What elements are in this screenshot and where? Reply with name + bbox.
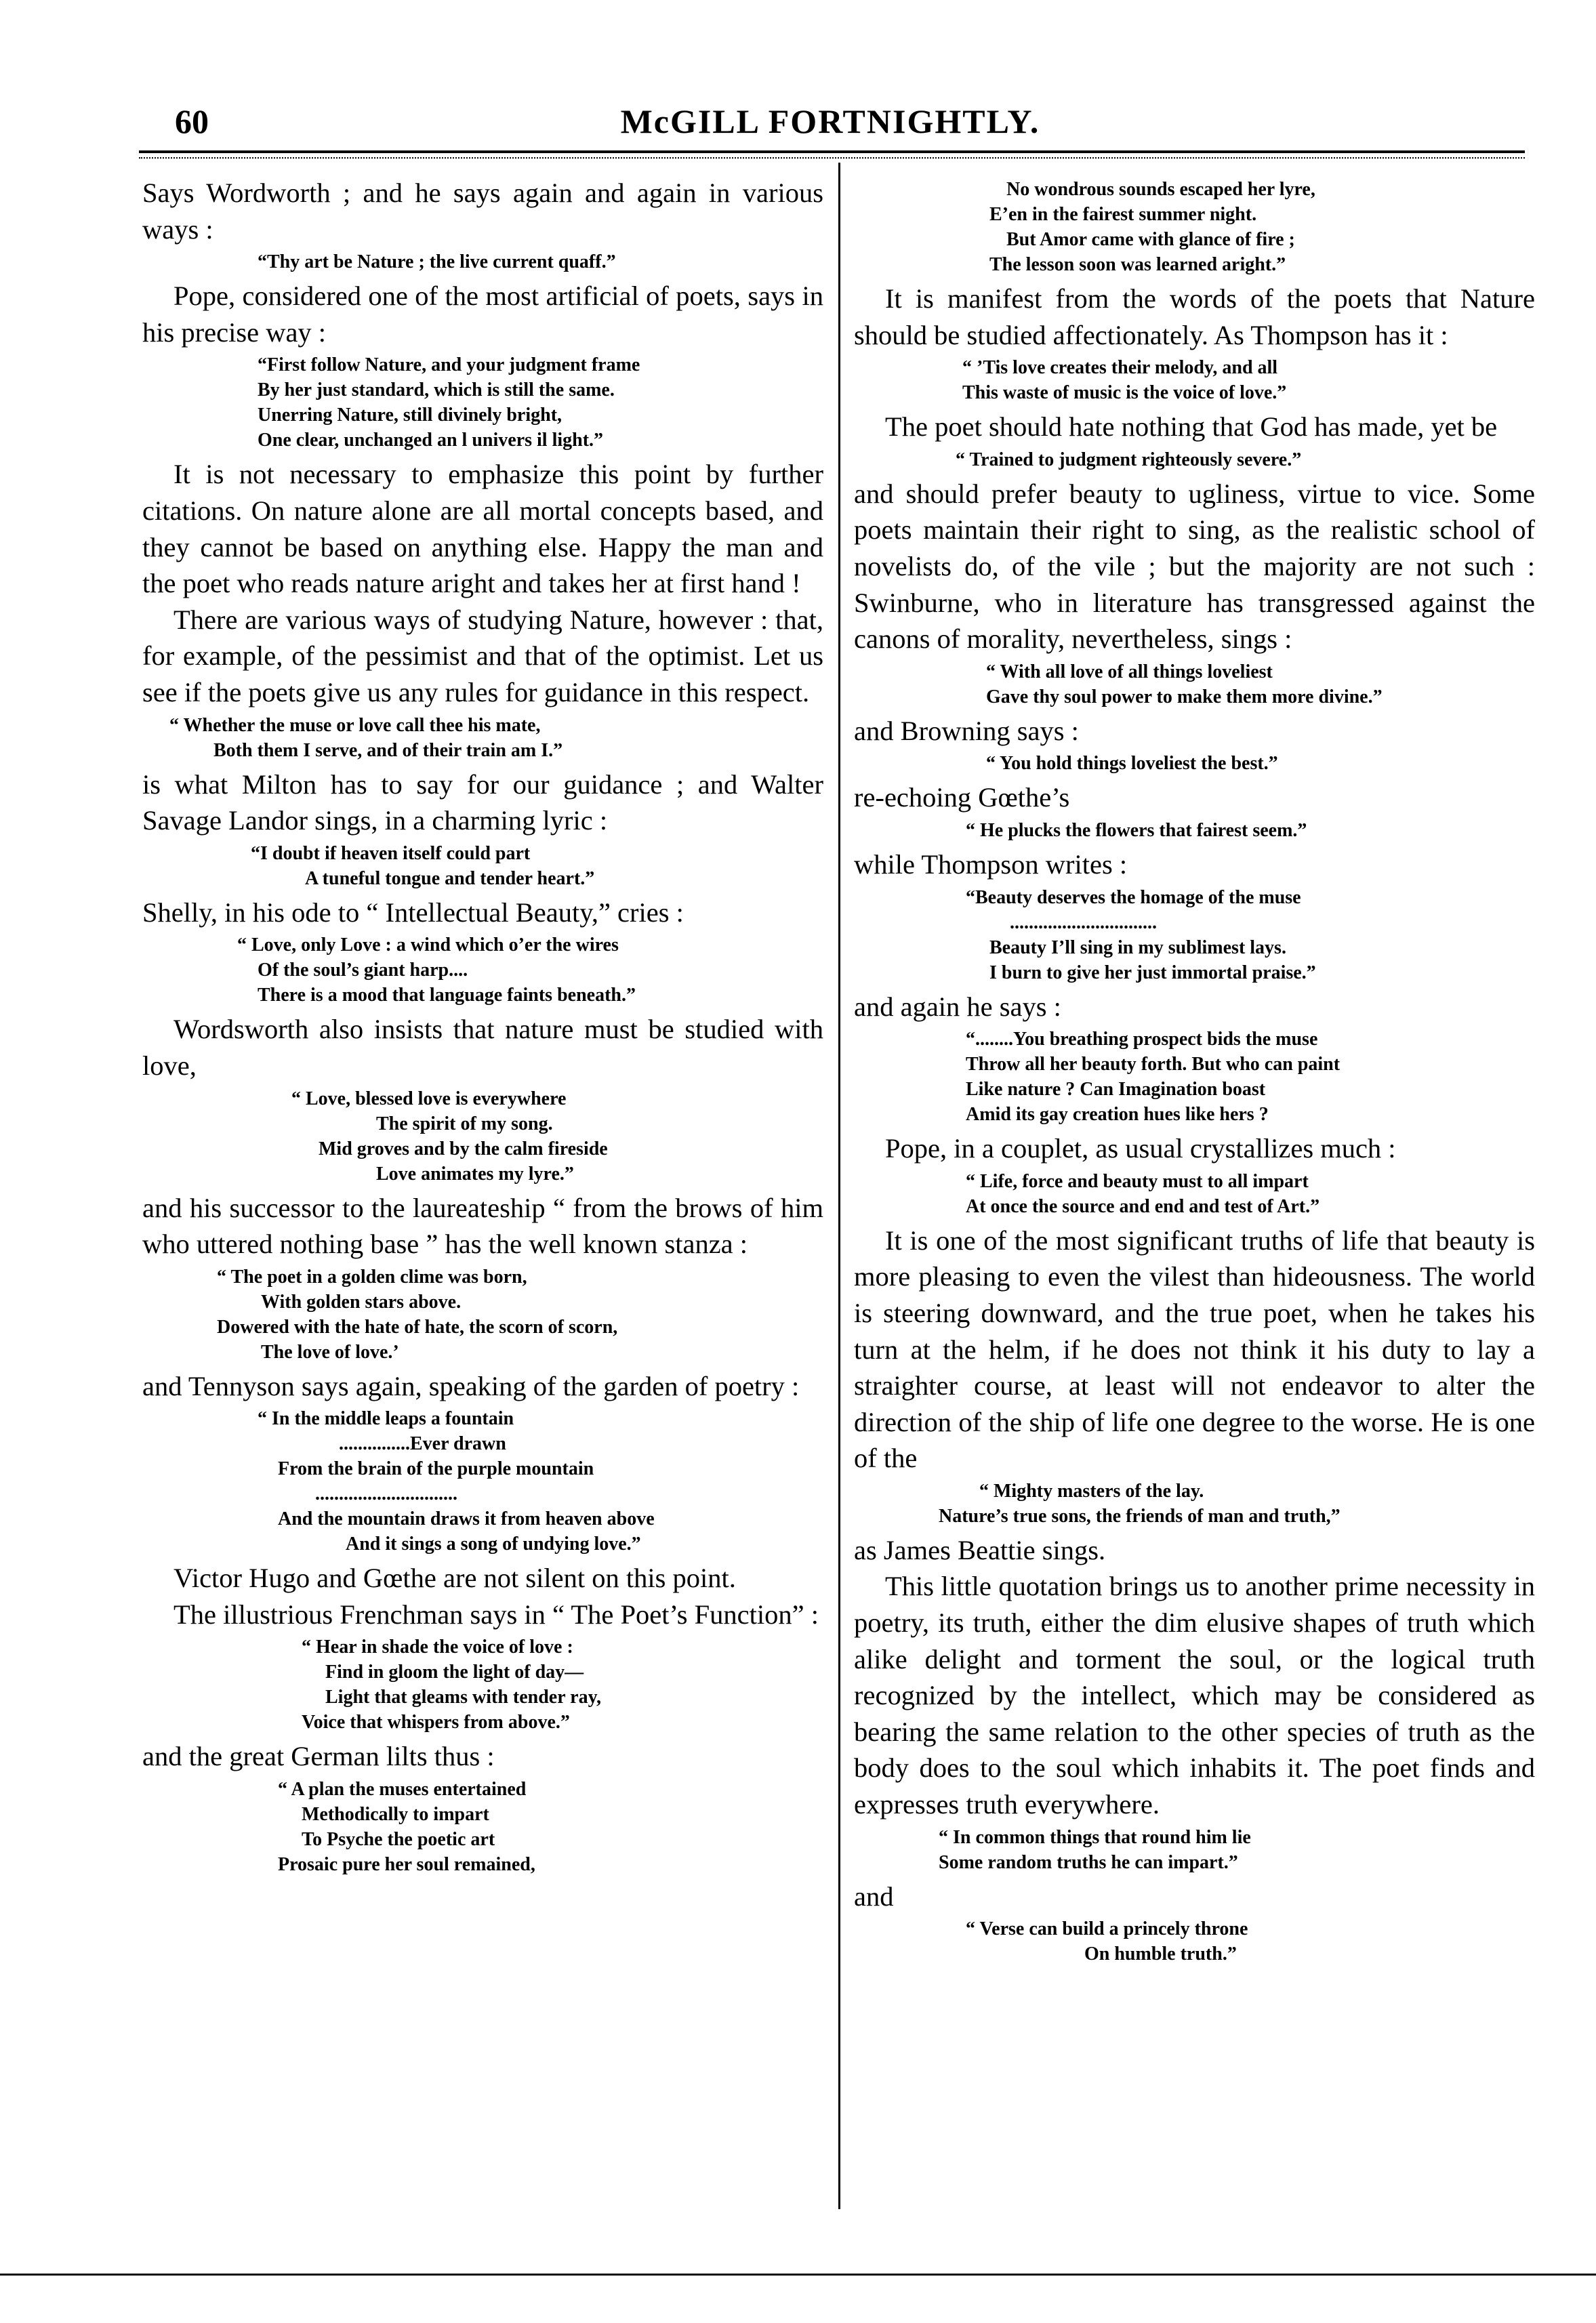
header-rule [139,150,1525,153]
paragraph: The poet should hate nothing that God has made, yet be [885,411,1498,443]
verse-line: “Beauty deserves the homage of the muse [966,886,1301,908]
verse-line: Of the soul’s giant harp.... [258,960,468,981]
verse-line: “ In the middle leaps a fountain [258,1408,514,1430]
paragraph: It is manifest from the words of the poets that Nature should be studied affectionately. As Thompson has it : [854,283,1535,350]
verse-line: Prosaic pure her soul remained, [278,1854,535,1876]
paragraph: Pope, in a couplet, as usual crystallizes much : [885,1133,1396,1164]
paragraph: This little quotation brings us to another prime necessity in poetry, its truth, either the dim elusive shapes of truth which alike delight and torment the soul, or the logical truth recognized by the intellect, which may be considered as bearing the same relation to the other species of truth as the body does to the soul which inhabits it. The poet finds and expresses truth everywhere. [854,1571,1535,1820]
verse-line: And it sings a song of undying love.” [346,1534,641,1555]
verse-line: Find in gloom the light of day— [325,1662,584,1683]
verse-line: I burn to give her just immortal praise.” [989,962,1316,983]
verse-quotation [142,249,823,274]
paragraph: re-echoing Gœthe’s [854,782,1070,813]
verse-line: “ Love, blessed love is everywhere [291,1088,567,1109]
paragraph: Wordsworth also insists that nature must be studied with love, [142,1014,823,1081]
verse-line: Dowered with the hate of hate, the scorn of scorn, [217,1316,618,1338]
paragraph: and again he says : [854,991,1061,1022]
verse-line: “ Life, force and beauty must to all impart [966,1170,1309,1192]
verse-line: .............................. [315,1483,457,1505]
paragraph: and Tennyson says again, speaking of the garden of poetry : [142,1370,800,1401]
verse-line: “ Mighty masters of the lay. [979,1480,1204,1502]
verse-line: Light that gleams with tender ray, [325,1687,602,1708]
verse-line: “ Hear in shade the voice of love : [302,1637,573,1658]
verse-quotation [854,355,1535,405]
verse-quotation [854,1825,1535,1875]
verse-line: Nature’s true sons, the friends of man and truth,” [939,1505,1341,1527]
verse-line: Beauty I’ll sing in my sublimest lays. [989,937,1286,958]
verse-quotation [142,1635,823,1735]
paragraph: and the great German lilts thus : [142,1741,495,1772]
verse-quotation [142,841,823,891]
paragraph: It is one of the most significant truths of life that beauty is more pleasing to even the vilest than hideousness. The world is steering downward, and the true poet, when he takes his turn at the helm, if he does not think it his duty to lay a straighter course, at least will not endeavor to alter the direction of the ship of life one degree to the worse. He is one of the [854,1225,1535,1474]
verse-line: Throw all her beauty forth. But who can paint [966,1054,1341,1075]
page-number: 60 [175,102,209,140]
verse-line: ...............Ever drawn [339,1433,506,1455]
verse-line: “........You breathing prospect bids the muse [966,1029,1318,1050]
verse-line: With golden stars above. [261,1291,462,1313]
verse-quotation [854,1027,1535,1127]
verse-line: Love animates my lyre.” [376,1163,574,1185]
verse-quotation [142,352,823,453]
verse-quotation [854,1916,1535,1967]
verse-line: “ You hold things loveliest the best.” [986,753,1278,775]
verse-line: From the brain of the purple mountain [278,1458,594,1480]
paragraph: and [854,1880,894,1912]
verse-line: No wondrous sounds escaped her lyre, [1006,179,1315,200]
verse-line: E’en in the fairest summer night. [989,204,1257,225]
verse-quotation [142,713,823,763]
journal-title: McGILL FORTNIGHTLY. [620,102,1040,140]
verse-line: “ Trained to judgment righteously severe.” [956,449,1302,470]
paragraph: is what Milton has to say for our guidance ; and Walter Savage Landor sings, in a charming lyric : [142,768,823,836]
verse-line: Like nature ? Can Imagination boast [966,1079,1266,1101]
verse-line: Gave thy soul power to make them more divine.” [986,686,1383,707]
verse-line: To Psyche the poetic art [302,1829,495,1851]
verse-line: “First follow Nature, and your judgment frame [258,354,640,376]
verse-line: The lesson soon was learned aright.” [989,254,1286,275]
paragraph: and should prefer beauty to ugliness, virtue to vice. Some poets maintain their right to sing, as the realistic school of novelists do, of the vile ; but the majority are not such : Swinburne, who in literature has transgressed against the canons of morality, nevertheless, sings : [854,478,1535,655]
paragraph: The illustrious Frenchman says in “ The Poet’s Function” : [173,1599,819,1630]
paragraph: while Thompson writes : [854,848,1128,880]
paragraph: and his successor to the laureateship “ from the brows of him who uttered nothing base ” has the well known stanza : [142,1192,823,1260]
verse-line: This waste of music is the voice of love.” [962,382,1287,404]
verse-line: One clear, unchanged an l univers il light.” [258,430,604,451]
right-column [854,175,1535,1970]
paragraph: Pope, considered one of the most artificial of poets, says in his precise way : [142,281,823,348]
verse-quotation [142,1086,823,1187]
verse-line: Amid its gay creation hues like hers ? [966,1104,1269,1126]
verse-line: Both them I serve, and of their train am I.” [213,739,563,761]
verse-quotation [142,1777,823,1877]
verse-quotation [854,885,1535,985]
column-divider [838,163,840,2209]
verse-quotation [854,751,1535,776]
verse-line: “ With all love of all things loveliest [986,661,1273,682]
verse-line: “ ’Tis love creates their melody, and all [962,357,1278,379]
verse-line: On humble truth.” [1084,1944,1237,1965]
verse-quotation [854,1169,1535,1219]
paragraph: Says Wordworth ; and he says again and again in various ways : [142,178,823,245]
verse-line: But Amor came with glance of fire ; [1006,229,1295,250]
paragraph: It is not necessary to emphasize this point by further citations. On nature alone are all mortal concepts based, and they cannot be based on anything else. Happy the man and the poet who reads nature aright and takes her at first hand ! [142,459,823,599]
paragraph: and Browning says : [854,715,1079,746]
verse-line: Some random truths he can impart.” [939,1851,1238,1873]
verse-line: “ A plan the muses entertained [278,1779,527,1801]
verse-line: “I doubt if heaven itself could part [251,842,531,864]
paragraph: Victor Hugo and Gœthe are not silent on this point. [173,1563,736,1594]
verse-line: Mid groves and by the calm fireside [319,1138,608,1159]
verse-line: “ Love, only Love : a wind which o’er the wires [237,934,619,956]
verse-line: “Thy art be Nature ; the live current quaff.” [258,251,616,273]
verse-quotation [142,1265,823,1365]
verse-line: At once the source and end and test of Art.” [966,1195,1320,1217]
verse-quotation [854,447,1535,472]
verse-line: By her just standard, which is still the same. [258,379,615,401]
page-header [142,102,1518,156]
verse-quotation [142,932,823,1008]
verse-line: A tuneful tongue and tender heart.” [305,867,595,889]
paragraph: as James Beattie sings. [854,1534,1106,1565]
verse-line: There is a mood that language faints beneath.” [258,985,636,1006]
verse-line: Methodically to impart [302,1804,489,1826]
verse-line: The spirit of my song. [376,1113,553,1134]
verse-quotation [854,659,1535,710]
verse-quotation [854,1479,1535,1529]
verse-line: “ In common things that round him lie [939,1826,1251,1848]
verse-line: ............................... [1010,911,1157,933]
header-rule-dotted [139,157,1525,159]
verse-line: “ He plucks the flowers that fairest seem.” [966,819,1307,841]
verse-quotation [854,818,1535,843]
verse-line: Voice that whispers from above.” [302,1712,570,1733]
page-bottom-edge [0,2274,1596,2276]
verse-quotation [854,177,1535,277]
verse-line: “ Verse can build a princely throne [966,1918,1248,1940]
verse-quotation [142,1406,823,1557]
verse-line: “ Whether the muse or love call thee his mate, [169,714,541,736]
left-column [142,175,823,1880]
verse-line: The love of love.’ [261,1341,399,1363]
verse-line: And the mountain draws it from heaven above [278,1508,655,1530]
verse-line: “ The poet in a golden clime was born, [217,1266,527,1288]
paragraph: There are various ways of studying Nature, however : that, for example, of the pessimist and that of the optimist. Let us see if the poets give us any rules for guidance in this respect. [142,604,823,707]
verse-line: Unerring Nature, still divinely bright, [258,405,562,426]
paragraph: Shelly, in his ode to “ Intellectual Beauty,” cries : [142,897,684,928]
